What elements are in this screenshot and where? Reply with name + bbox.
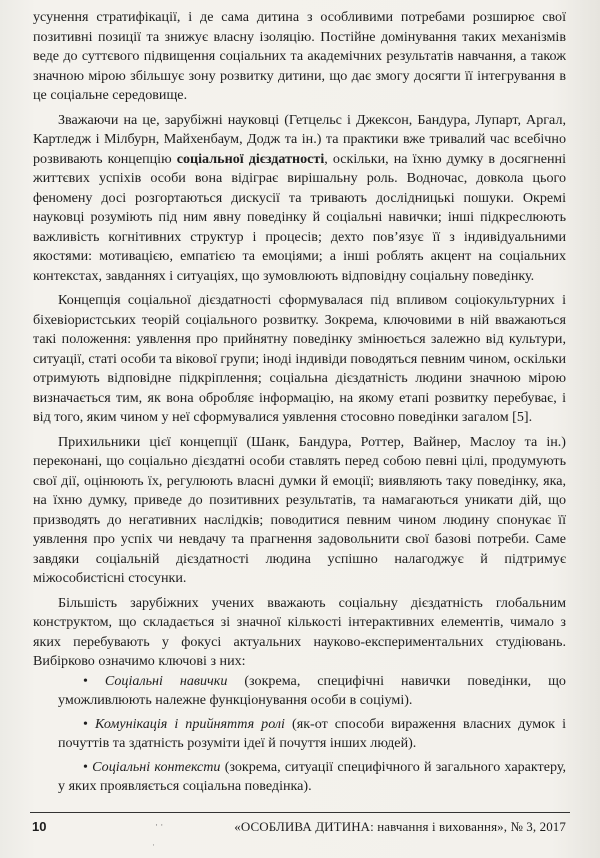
paragraph-1: усунення стратифікації, і де сама дитина з особливими потребами розширює свої позитивні позиції та знижує власну ізоляцію. Постійне домінування таких механізмів веде до суттєвого підвищення соціальних та академічних результатів навчання, а також значною мірою збільшує зону розвитку дитини, що дає змогу досягти її інтегрування в це соціальне середовище. (33, 9, 566, 103)
bullet-marker: • (83, 758, 88, 775)
bullet-marker: • (83, 715, 88, 732)
page-footer (30, 812, 570, 839)
list-item-term: Соціальні контексти (92, 758, 221, 775)
list-item-text: (як-от способи вираження власних думок і почуттів та здатність розуміти ідеї й почуття інших людей). (58, 715, 566, 751)
paragraph-2 (33, 111, 566, 287)
list-item-text: (зокрема, ситуації специфічного й загального характеру, у яких проявляється соціальна поведінка). (58, 758, 566, 794)
print-speck-mark: · (152, 840, 155, 850)
bullet-marker: • (83, 672, 88, 689)
paragraph-4: Прихильники цієї концепції (Шанк, Бандура, Роттер, Вайнер, Маслоу та ін.) переконані, що соціально дієздатні особи ставлять перед собою певні цілі, продумують свої дії, оцінюють їх, регулюють власні думки й емоції; виявляють таку поведінку, яка, на їхню думку, приведе до позитивних результатів, та намагаються уникати дій, що призводять до негативних наслідків; поводитися певним чином людину спонукає її уявлення про успіх чи невдачу та прагнення задовольнити свої базові потреби. Саме завдяки соціальній дієздатності людина успішно налагоджує й підтримує міжособистісні стосунки. (33, 433, 566, 586)
body-text (33, 8, 566, 797)
list-item-term: Комунікація і прийняття ролі (95, 715, 285, 732)
paragraph-2-part-a: Зважаючи на це, зарубіжні науковці (Гетцельс і Джексон, Бандура, Лупарт, Аргал, Картледж і Мілбурн, Майхенбаум, Додж та ін.) та практики вже тривалий час всебічно розвивають концепцію (33, 111, 566, 167)
paragraph-5: Більшість зарубіжних учених вважають соціальну дієздатність глобальним конструктом, що складається зі значної кількості інтерактивних елементів, чимало з яких перебувають у фокусі актуальних науково-експериментальних студіювань. Вибірково означимо ключові з них: (33, 594, 566, 669)
term-social-competence: соціальної дієздатності (176, 150, 325, 167)
list-item (33, 715, 566, 754)
print-speck-mark: · · (155, 820, 164, 830)
list-item-text: (зокрема, специфічні навички поведінки, що уможливлюють належне функціонування особи в соціумі). (58, 672, 566, 708)
journal-title: «ОСОБЛИВА ДИТИНА: навчання і виховання», № 3, 2017 (234, 819, 566, 834)
paragraph-3: Концепція соціальної дієздатності сформувалася під впливом соціокультурних і біхевіористських теорій соціального розвитку. Зокрема, ключовими в ній вважаються такі положення: уявлення про прийнятну поведінку змінюється залежно від культури, ситуації, статі особи та вікової групи; іноді індивіди поводяться певним чином, оскільки отримують відповідне підкріплення; соціальна дієздатність людини значною мірою визначається тим, як вона обробляє інформацію, на якому етапі розвитку перебуває, і від того, яким чином у неї сформувалися уявлення стосовно поведінки загалом [5]. (33, 292, 566, 425)
page-number: 10 (32, 819, 47, 834)
list-item (33, 758, 566, 797)
list-item-term: Соціальні навички (104, 672, 228, 689)
list-item (33, 672, 566, 711)
paragraph-2-part-b: , оскільки, на їхню думку в досягненні життєвих успіхів особи вона відіграє вирішальну роль. Водночас, довкола цього феномену досі розгортаються дискусії та тривають дослідницькі пошуки. Окремі науковці розуміють під ним явну поведінку й соціальні навички; інші підкреслюють важливість когнітивних структур і процесів; дехто пов’язує її з індивідуальними якостями: мотивацією, емпатією та емоціями; а інші роблять акцент на соціальних контекстах, завданнях і ситуаціях, що зумовлюють відповідну соціальну поведінку. (33, 150, 566, 284)
